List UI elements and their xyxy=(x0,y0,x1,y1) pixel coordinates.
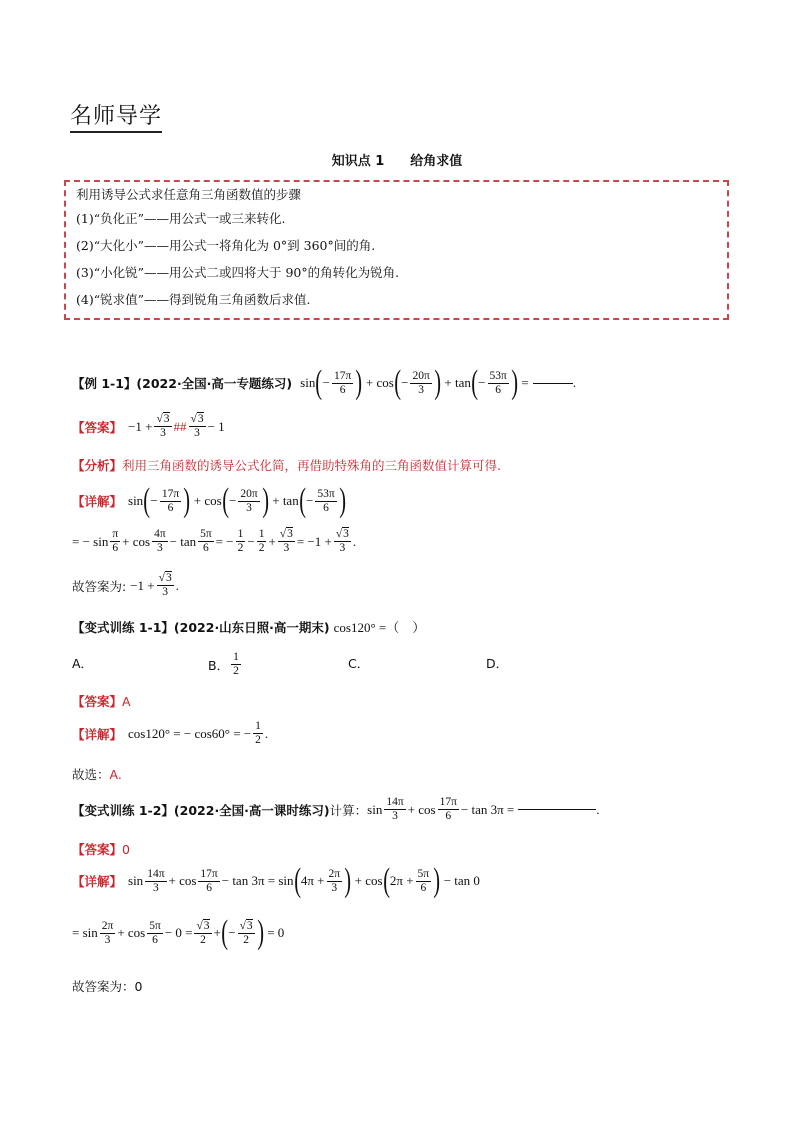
box-line-2: (2)“大化小”——用公式一将角化为 0°到 360°间的角. xyxy=(76,238,376,253)
option-d[interactable]: D． xyxy=(486,656,509,671)
answer-value: A xyxy=(122,694,131,709)
example-1-1-detail: 【详解】 sin ( − $\frac{17\pi}{6}$ ) + cos ( − $\frac{20\pi}{3}$ ) + tan ( − $\frac{53\pi}{6}$ ) xyxy=(72,482,346,519)
variant-1-2-detail-line2: = sin $\frac{2\pi}{3}$ + cos $\frac{5\pi}{6}$ − 0 = $\frac{√3}{2}$ + ( − $\frac{√3}{2}$ ) = 0 xyxy=(72,914,285,951)
question-expression: sin ( − $\frac{17\pi}{6}$ ) + cos ( − $\frac{20\pi}{3}$ ) + tan ( − $\frac{53\pi}{6}$ ) = . xyxy=(300,364,576,401)
option-c[interactable]: C． xyxy=(348,656,370,671)
box-line-4: (4)“锐求值”——得到锐角三角函数后求值. xyxy=(76,292,311,307)
answer-expression: −1 + $\frac{√3}{3}$ ## $\frac{√3}{3}$ − 1 xyxy=(128,413,225,439)
kp-number: 知识点 1 xyxy=(331,154,385,169)
answer-value: 0 xyxy=(122,842,130,857)
prompt: 计算： xyxy=(329,802,368,818)
method-box xyxy=(64,180,729,320)
analysis-label: 【分析】 xyxy=(72,458,123,473)
example-1-1-answer xyxy=(72,413,225,440)
example-label: 【例 1-1】(2022·全国·高一专题练习) xyxy=(72,376,293,391)
analysis-text: 利用三角函数的诱导公式化简，再借助特殊角的三角函数值计算可得. xyxy=(122,458,501,473)
variant-1-1-options xyxy=(72,651,672,679)
answer-label: 【答案】 xyxy=(72,694,123,709)
example-1-1-analysis xyxy=(72,456,501,474)
variant-1-1-question xyxy=(72,617,425,636)
example-1-1-conclusion: 故答案为: −1 + $\frac{√3}{3}$ . xyxy=(72,572,179,598)
variant-1-2-conclusion: 故答案为：0 xyxy=(72,979,143,994)
conclusion-text: 故答案为: xyxy=(72,578,127,594)
variant-question: cos120° =（ ） xyxy=(333,620,426,635)
detail-label: 【详解】 xyxy=(72,494,123,509)
variant-1-2-detail: 【详解】 sin $\frac{14\pi}{3}$ + cos $\frac{17\pi}{6}$ − tan 3π = sin ( 4π + $\frac{2\pi}{3}$ ) + cos ( 2π + $\frac{5\pi}{6}$ ) − tan 0 xyxy=(72,862,480,899)
box-line-1: (1)“负化正”——用公式一或三来转化. xyxy=(76,211,286,226)
variant-1-1-detail: 【详解】 cos120° = − cos60° = − $\frac{1}{2}$ . xyxy=(72,720,269,746)
kp-name: 给角求值 xyxy=(410,154,463,169)
detail-label: 【详解】 xyxy=(72,874,123,889)
example-1-1-detail-line2: = − sin $\frac{\pi}{6}$ + cos $\frac{4\pi}{3}$ − tan $\frac{5\pi}{6}$ = − $\frac{1}{2}$ − $\frac{1}{2}$ + $\frac{√3}{3}$ = −1 + $\frac{√3}{3}$ . xyxy=(72,528,357,554)
variant-label: 【变式训练 1-1】(2022·山东日照·高一期末) xyxy=(72,620,330,635)
variant-1-1-conclusion: 故选：A. xyxy=(72,767,122,782)
knowledge-point-title xyxy=(0,150,794,169)
detail-label: 【详解】 xyxy=(72,726,123,742)
section-title: 名师导学 xyxy=(70,104,162,133)
answer-label: 【答案】 xyxy=(72,419,123,435)
variant-1-2-answer xyxy=(72,840,130,858)
option-a[interactable]: A． xyxy=(72,656,94,671)
answer-separator: ## xyxy=(173,418,187,434)
variant-1-1-answer xyxy=(72,692,131,710)
box-line-3: (3)“小化锐”——用公式二或四将大于 90°的角转化为锐角. xyxy=(76,265,400,280)
variant-1-2-question: 【变式训练 1-2】(2022·全国·高一课时练习) 计算： sin $\frac{14\pi}{3}$ + cos $\frac{17\pi}{6}$ − tan 3π = . xyxy=(72,796,600,822)
option-b[interactable]: B． $\frac{1}{2}$ xyxy=(208,651,239,677)
box-line-0: 利用诱导公式求任意角三角函数值的步骤 xyxy=(76,187,302,202)
example-1-1-question xyxy=(72,364,576,401)
answer-label: 【答案】 xyxy=(72,842,123,857)
variant-label: 【变式训练 1-2】(2022·全国·高一课时练习) xyxy=(72,802,330,818)
